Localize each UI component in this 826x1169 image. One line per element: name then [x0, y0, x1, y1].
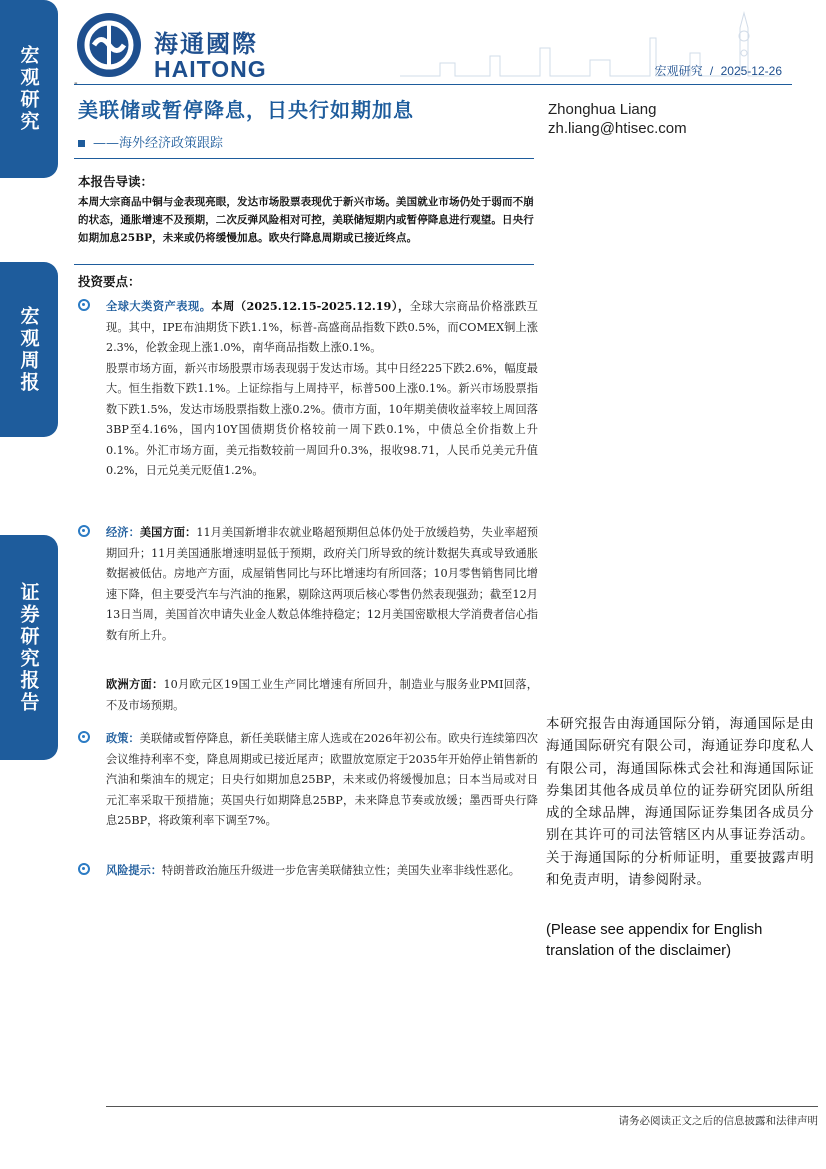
- circle-bullet-icon: [78, 863, 90, 875]
- header-divider: [74, 84, 792, 85]
- point-lead: 政策：: [106, 731, 140, 745]
- circle-bullet-icon: [78, 525, 90, 537]
- investment-heading: 投资要点：: [78, 274, 141, 289]
- square-bullet-icon: [78, 140, 85, 147]
- logo-english-name: HAITONG: [154, 56, 267, 82]
- side-tab-label: 宏观研究: [17, 45, 40, 133]
- report-category: 宏观研究: [654, 64, 703, 78]
- guide-body: 本周大宗商品中铜与金表现亮眼，发达市场股票表现优于新兴市场。美国就业市场仍处于弱而不崩的状态，通胀增速不及预期，二次反弹风险相对可控，美联储短期内或暂停降息进行观望。日央行如期加息25BP，未来或仍将缓慢加息。欧央行降息周期或已接近终点。: [78, 196, 534, 244]
- point-paragraph: 美联储或暂停降息，新任美联储主席人选或在2026年初公布。欧央行连续第四次会议维持利率不变，降息周期或已接近尾声；欧盟放宽原定于2035年开始停止销售新的汽油和柴油车的规定；日央行如期加息25BP，未来或仍将缓慢加息；日本当局或对日元汇率采取干预措施；英国央行如期降息25BP，未来降息节奏或放缓；墨西哥央行降息25BP，将政策利率下调至7%。: [106, 732, 538, 827]
- side-tab-macro-weekly: [0, 262, 58, 437]
- point-sub-lead: 美国方面：: [139, 525, 197, 539]
- point-lead: 全球大类资产表现。: [106, 299, 212, 313]
- report-date: 2025-12-26: [720, 64, 782, 78]
- guide-heading: 本报告导读：: [78, 174, 154, 189]
- disclaimer-en: (Please see appendix for English translation of the disclaimer): [546, 922, 763, 959]
- point-europe: [78, 674, 538, 716]
- side-tab-macro-research: [0, 0, 58, 178]
- side-tab-securities-report: [0, 535, 58, 760]
- haitong-logo-icon: [74, 10, 144, 80]
- footer-divider: [106, 1106, 818, 1107]
- section-divider: [74, 264, 534, 265]
- point-lead: 经济：: [106, 525, 140, 539]
- point-policy: [78, 728, 538, 832]
- section-divider: [74, 158, 534, 159]
- circle-bullet-icon: [78, 299, 90, 311]
- meta-separator: /: [709, 64, 714, 78]
- point-paragraph: 股票市场方面，新兴市场股票市场表现弱于发达市场。其中日经225下跌2.6%，幅度最大。恒生指数下跌1.1%。上证综指与上周持平，标普500上涨0.1%。新兴市场股票指数下跌1.5%，发达市场股票指数上涨0.2%。债市方面，10年期美债收益率较上周回落3BP至4.16%，国内10Y国债期货价格较前一周下跌0.1%，中债总全价指数上升0.1%。外汇市场方面，美元指数较前一周回升0.3%，报收98.71，人民币兑美元升值0.2%，日元兑美元贬值1.2%。: [106, 361, 538, 477]
- report-title: 美联储或暂停降息，日央行如期加息: [78, 98, 414, 122]
- subtitle-text: ——海外经济政策跟踪: [93, 136, 224, 151]
- logo-dash: -: [74, 78, 78, 89]
- point-paragraph: 特朗普政治施压升级进一步危害美联储独立性；美国失业率非线性恶化。: [161, 864, 520, 877]
- side-tab-label: 宏观周报: [17, 305, 40, 394]
- point-paragraph: 11月美国新增非农就业略超预期但总体仍处于放缓趋势，失业率超预期回升；11月美国通胀增速明显低于预期，政府关门所导致的统计数据失真或导致通胀数据被低估。房地产方面，成屋销售同比与环比增速均有所回落；10月零售销售同比增速下降，但主要受汽车与汽油的拖累，剔除这两项后核心零售仍然表现强劲；截至12月13日当周，美国首次申请失业金人数总体维持稳定；12月美国密歇根大学消费者信心指数有所上升。: [106, 526, 538, 642]
- point-lead-period: 本周（2025.12.15-2025.12.19），: [211, 299, 410, 313]
- point-risk: [78, 860, 538, 882]
- point-paragraph: 10月欧元区19国工业生产同比增速有所回升，制造业与服务业PMI回落，不及市场预期。: [106, 678, 538, 712]
- side-tab-label: 证券研究报告: [17, 581, 40, 714]
- disclaimer-cn: 本研究报告由海通国际分销，海通国际是由海通国际研究有限公司，海通证券印度私人有限公司，海通国际株式会社和海通国际证券集团其他各成员单位的证券研究团队所组成的全球品牌，海通国际证券集团各成员分别在其许可的司法管辖区内从事证券活动。关于海通国际的分析师证明，重要披露声明和免责声明，请参阅附录。: [546, 717, 814, 889]
- report-meta: [655, 62, 782, 79]
- author-block: [548, 100, 687, 138]
- point-paragraph: 全球大宗商品价格涨跌互现。其中，IPE布油期货下跌1.1%，标普-高盛商品指数下跌0.5%，而COMEX铜上涨2.3%，伦敦金现上涨1.0%，南华商品指数上涨0.1%。: [106, 300, 538, 354]
- point-lead: 风险提示：: [106, 863, 162, 877]
- circle-bullet-icon: [78, 731, 90, 743]
- logo-chinese-name: 海通國際: [154, 29, 258, 58]
- author-email[interactable]: zh.liang@htisec.com: [548, 120, 687, 137]
- point-sub-lead: 欧洲方面：: [106, 677, 164, 691]
- report-subtitle: [78, 132, 223, 151]
- point-global-assets: [78, 296, 538, 482]
- haitong-logo: [74, 10, 284, 80]
- point-economy: [78, 522, 538, 646]
- author-name: Zhonghua Liang: [548, 101, 657, 118]
- footer-notice: 请务必阅读正文之后的信息披露和法律声明: [618, 1115, 818, 1127]
